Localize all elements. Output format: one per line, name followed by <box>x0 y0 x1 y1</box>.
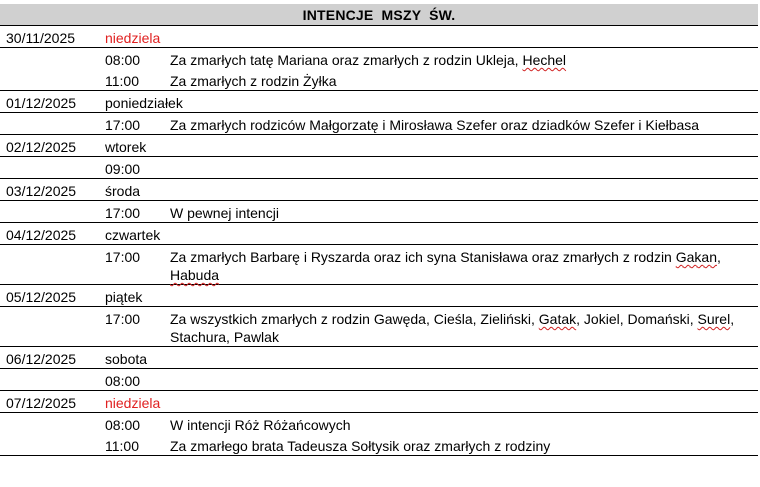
mass-row <box>0 69 758 91</box>
spelling-mark: Hechel <box>522 52 567 68</box>
mass-row <box>0 113 758 135</box>
mass-time: 09:00 <box>105 161 141 177</box>
date-cell: 03/12/2025 <box>6 183 77 199</box>
intention-text: Za zmarłych rodziców Małgorzatę i Mirosława Szefer oraz dziadków Szefer i Kiełbasa <box>170 117 700 133</box>
mass-time: 17:00 <box>105 249 141 265</box>
date-cell: 07/12/2025 <box>6 395 77 411</box>
date-cell: 04/12/2025 <box>6 227 77 243</box>
weekday-cell: piątek <box>105 289 143 305</box>
weekday-cell: poniedziałek <box>105 95 183 111</box>
mass-time: 11:00 <box>105 73 139 89</box>
spelling-mark: Surel <box>697 311 731 327</box>
date-cell: 01/12/2025 <box>6 95 77 111</box>
intention-text: Za zmarłych Barbarę i Ryszarda oraz ich syna Stanisława oraz zmarłych z rodzin Gakan, Habuda <box>170 249 721 283</box>
intentions-table <box>0 26 758 456</box>
mass-row <box>0 157 758 179</box>
intention-text: Za zmarłego brata Tadeusza Sołtysik oraz zmarłych z rodziny <box>170 438 551 454</box>
day-row <box>0 223 758 245</box>
weekday-cell: sobota <box>105 351 148 367</box>
spelling-mark: Habuda <box>170 267 220 283</box>
weekday-cell: czwartek <box>105 227 161 243</box>
mass-row <box>0 369 758 391</box>
intention-text: Za zmarłych z rodzin Żyłka <box>170 73 337 89</box>
mass-row <box>0 245 758 285</box>
mass-time: 11:00 <box>105 438 139 454</box>
mass-row <box>0 434 758 456</box>
date-cell: 02/12/2025 <box>6 139 77 155</box>
day-row <box>0 91 758 113</box>
intention-text: Za wszystkich zmarłych z rodzin Gawęda, Cieśla, Zieliński, Gatak, Jokiel, Domański, Surel, Stachura, Pawlak <box>170 311 735 345</box>
date-cell: 05/12/2025 <box>6 289 77 305</box>
mass-row <box>0 413 758 434</box>
day-row <box>0 347 758 369</box>
date-cell: 06/12/2025 <box>6 351 77 367</box>
intention-text: Za zmarłych tatę Mariana oraz zmarłych z rodzin Ukleja, Hechel <box>170 52 567 68</box>
page-title: INTENCJE MSZY ŚW. <box>0 4 758 26</box>
day-row <box>0 26 758 48</box>
mass-row <box>0 307 758 347</box>
mass-time: 17:00 <box>105 205 141 221</box>
day-row <box>0 135 758 157</box>
spelling-mark: Gakan <box>675 249 717 265</box>
weekday-cell: wtorek <box>105 139 147 155</box>
intention-text: W intencji Róż Różańcowych <box>170 417 351 433</box>
mass-time: 17:00 <box>105 117 141 133</box>
mass-row <box>0 48 758 69</box>
weekday-cell: niedziela <box>105 395 161 411</box>
spelling-mark: Gatak <box>538 311 577 327</box>
mass-time: 08:00 <box>105 417 141 433</box>
day-row <box>0 179 758 201</box>
mass-time: 17:00 <box>105 311 141 327</box>
weekday-cell: niedziela <box>105 30 161 46</box>
mass-time: 08:00 <box>105 373 141 389</box>
mass-row <box>0 201 758 223</box>
intention-text: W pewnej intencji <box>170 205 279 221</box>
weekday-cell: środa <box>105 183 141 199</box>
day-row <box>0 285 758 307</box>
day-row <box>0 391 758 413</box>
date-cell: 30/11/2025 <box>6 30 76 46</box>
mass-time: 08:00 <box>105 52 141 68</box>
